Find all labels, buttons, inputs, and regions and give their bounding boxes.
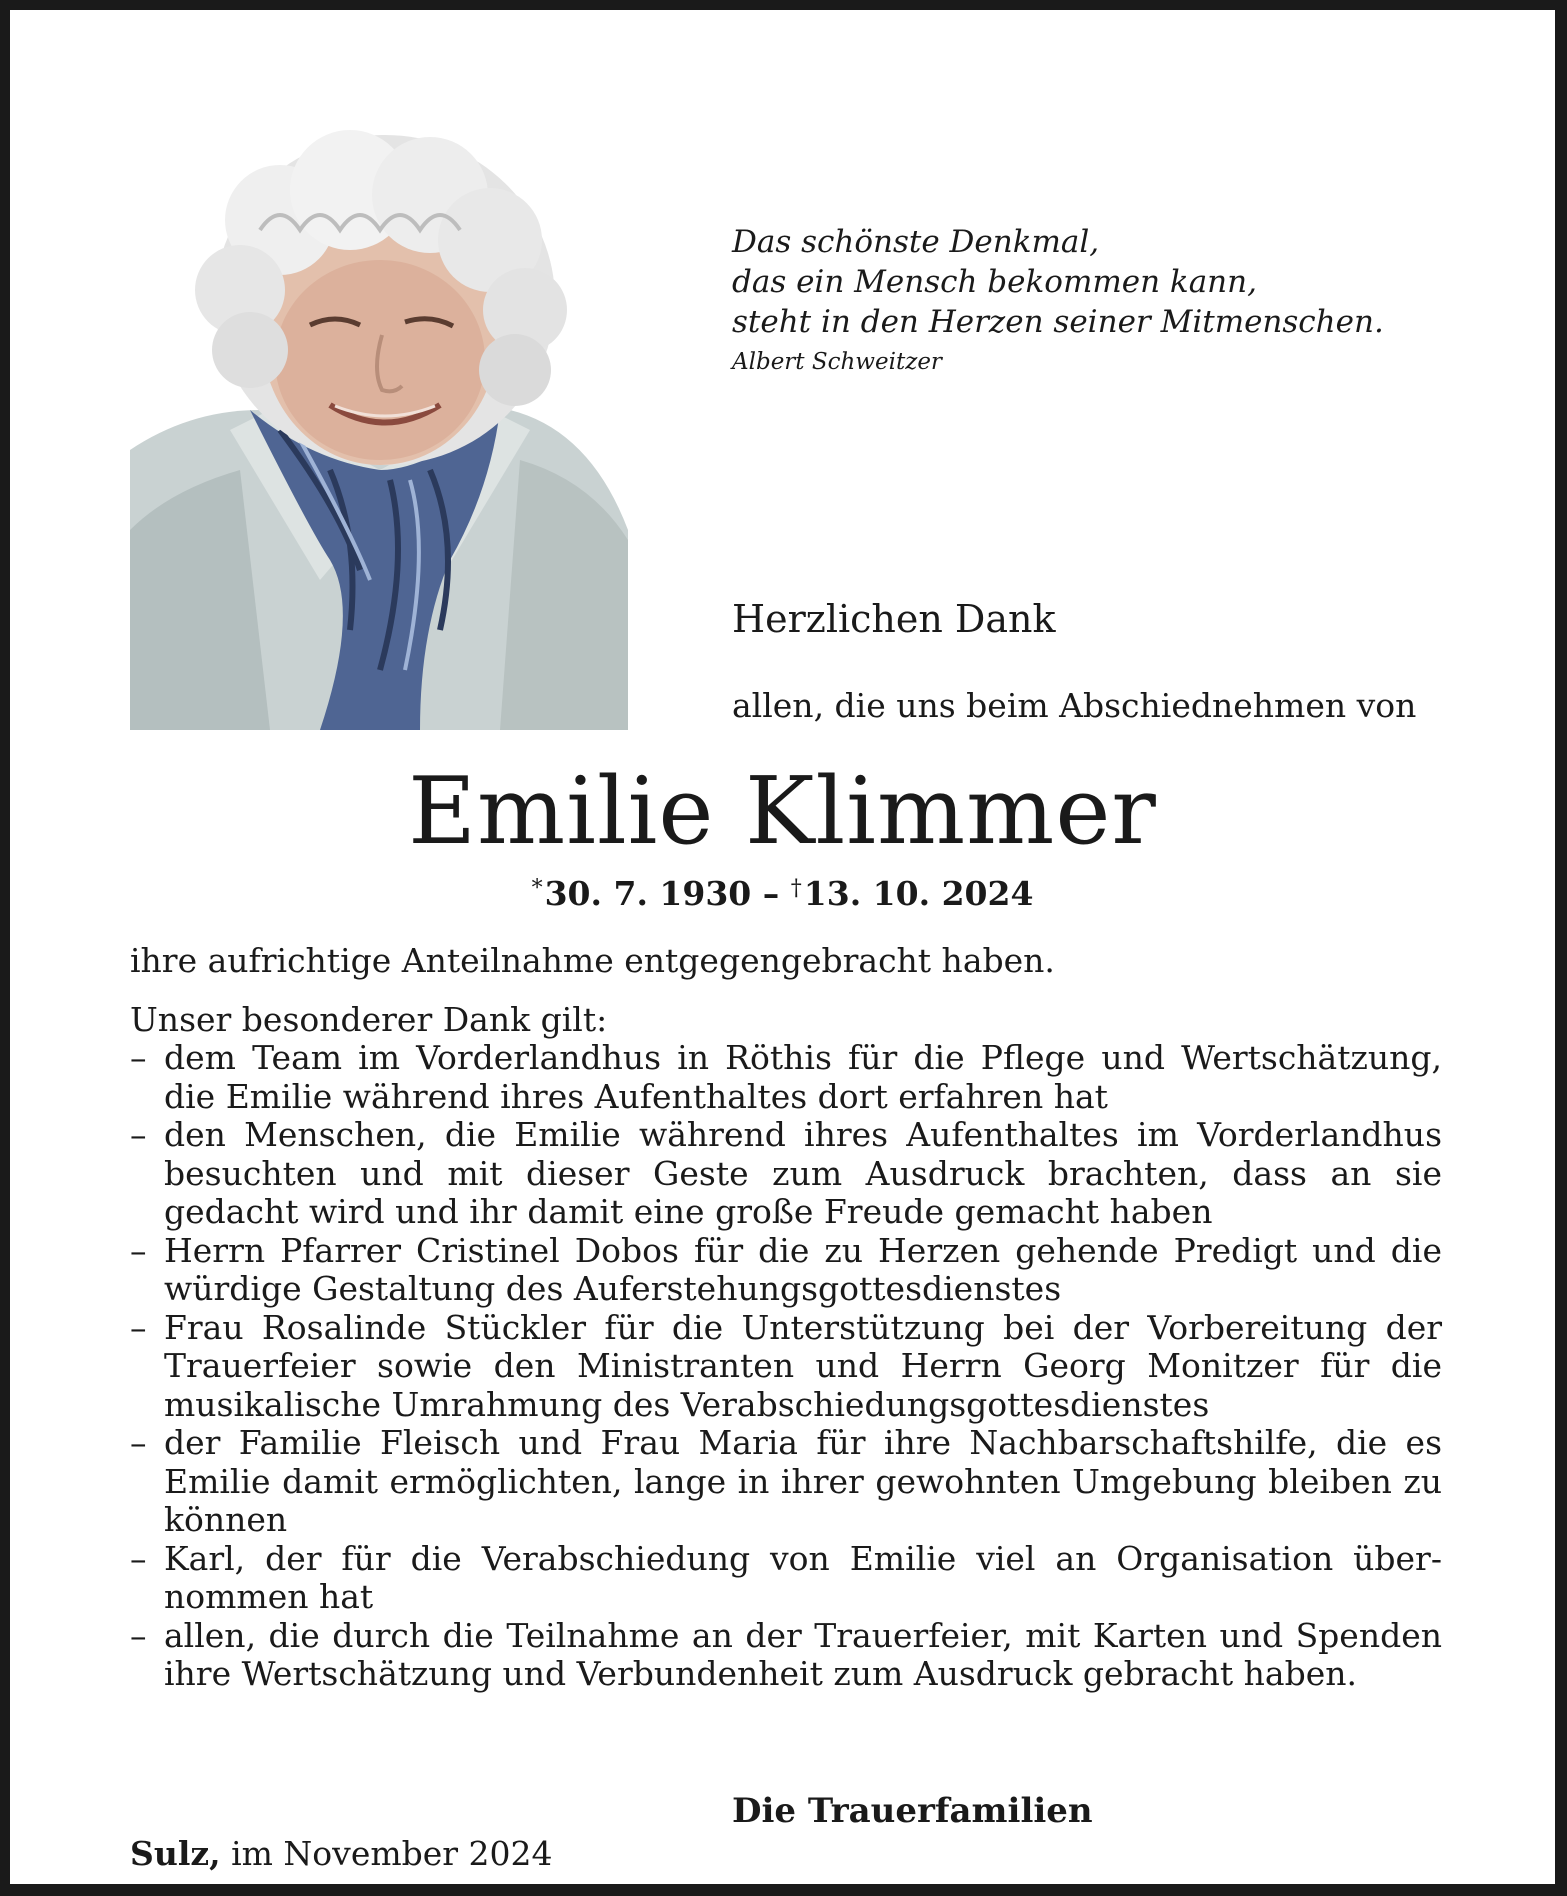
list-item: – der Familie Fleisch und Frau Maria für ihre Nachbarschaftshilfe, die es Emilie damit ermöglichten, lange in ihrer gewohnten Umgebung bleiben zu können [130,1424,1442,1540]
continuation-text: ihre aufrichtige Anteilnahme entgegengebracht haben. [130,941,1055,980]
quote-line: das ein Mensch bekommen kann, [732,264,1257,300]
portrait-image [130,110,628,730]
list-item: – Karl, der für die Verabschiedung von Emilie viel an Organisation übernommen hat [130,1540,1442,1617]
birth-symbol: * [531,876,543,901]
deceased-name: Emilie Klimmer [408,757,1157,865]
life-dates [10,868,1555,915]
list-item: – allen, die durch die Teilnahme an der Trauerfeier, mit Karten und Spenden ihre Wertschätzung und Verbundenheit zum Ausdruck gebracht haben. [130,1617,1442,1694]
place: Sulz, [130,1834,221,1873]
thanks-subheading: allen, die uns beim Abschiednehmen von [732,686,1417,725]
death-symbol: † [790,876,802,901]
thanks-list [130,1039,1442,1694]
quote-line: Das schönste Denkmal, [732,224,1100,260]
date: im November 2024 [231,1834,553,1873]
signature: Die Trauerfamilien [732,1791,1093,1831]
thanks-intro: Unser besonderer Dank gilt: [130,999,608,1039]
list-item: – Herrn Pfarrer Cristinel Dobos für die zu Herzen gehende Predigt und die würdige Gestaltung des Auferstehungsgottesdienstes [130,1232,1442,1309]
place-date [130,1833,553,1875]
thanks-body [130,942,1442,1694]
birth-date: 30. 7. 1930 [544,874,752,913]
thanks-heading: Herzlichen Dank [732,597,1056,641]
obituary-card [10,10,1555,1884]
list-item: – den Menschen, die Emilie während ihres Aufenthaltes im Vorderlandhus besuchten und mit dieser Geste zum Ausdruck brachten, dass an sie gedacht wird und ihr damit eine große Freude gemacht haben [130,1116,1442,1232]
list-item: – dem Team im Vorderlandhus in Röthis für die Pflege und Wertschätzung, die Emilie während ihres Aufenthaltes dort erfahren hat [130,1039,1442,1116]
date-separator: – [762,874,780,913]
quote-line: steht in den Herzen seiner Mitmenschen. [732,304,1384,340]
quote-author: Albert Schweitzer [732,349,942,375]
quote-block [732,222,1384,380]
death-date: 13. 10. 2024 [803,874,1034,913]
list-item: – Frau Rosalinde Stückler für die Unterstützung bei der Vorbereitung der Trauerfeier sowie den Ministranten und Herrn Georg Monitzer für die musikalische Umrahmung des Verabschiedungsgottesdienstes [130,1309,1442,1425]
portrait-photo [130,110,628,730]
